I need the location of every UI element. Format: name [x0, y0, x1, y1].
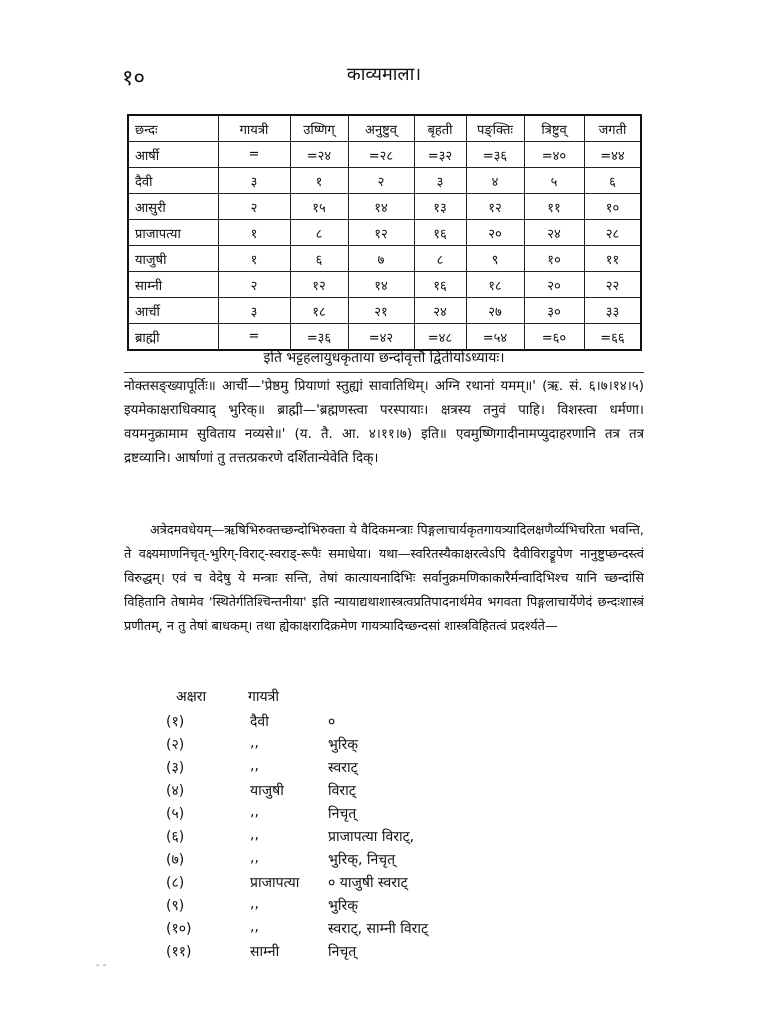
- table-cell: =: [218, 142, 290, 168]
- list-item-gayatri: ,,: [250, 804, 259, 820]
- chapter-colophon: इति भट्टहलायुधकृताया छन्दोवृत्तौ द्वितीयोऽध्यायः।: [263, 350, 505, 366]
- list-item-number: (९): [166, 898, 185, 914]
- table-cell: ९: [466, 246, 524, 272]
- table-cell: २४: [524, 220, 584, 246]
- list-item: [0, 758, 768, 781]
- table-cell: ३: [414, 168, 466, 194]
- table-cell: ७: [348, 246, 414, 272]
- table-cell: १: [218, 220, 290, 246]
- table-cell: २०: [524, 272, 584, 298]
- table-cell: २: [218, 194, 290, 220]
- table-cell: २२: [584, 272, 641, 298]
- table-row: [128, 142, 641, 168]
- list-item-number: (८): [166, 875, 185, 891]
- paragraph-examples: नोक्तसङ्ख्यापूर्तिः॥ आर्ची—'प्रेष्ठमु प्रियाणां स्तुह्यां सावातिथिम्। अग्नि रथानां यमम्॥' (ऋ. सं. ६।७।१४।५) इयमेकाक्षराधिक्याद् भुरिक्॥ ब्राह्मी—'ब्रह्मणस्त्वा परस्पायाः। क्षत्रस्य तनुवं पाहि। विशस्त्वा धर्मणा। वयमनुक्रामाम सुविताय नव्यसे॥' (य. तै. आ. ४।११।७) इति॥ एवमुष्णिगादीनामप्युदाहरणानि तत्र तत्र द्रष्टव्यानि। आर्षाणां तु तत्तत्प्रकरणे दर्शितान्येवेति दिक्।: [124, 379, 644, 466]
- table-cell: २४: [414, 298, 466, 324]
- list-item-number: (११): [166, 944, 192, 960]
- table-cell: १८: [466, 272, 524, 298]
- table-cell: २०: [466, 220, 524, 246]
- list-item: [0, 781, 768, 804]
- list-item-gayatri: याजुषी: [250, 783, 284, 799]
- list-item-number: (७): [166, 852, 185, 868]
- list-item-gayatri: ,,: [250, 827, 259, 843]
- table-row: [128, 324, 641, 351]
- list-item: [0, 804, 768, 827]
- list-item-number: (१): [166, 714, 185, 730]
- list-header-gayatri: गायत्री: [248, 689, 279, 705]
- paragraph-note: अत्रेदमवधेयम्—ऋषिभिरुक्तच्छन्दोभिरुक्ता ये वैदिकमन्त्राः पिङ्गलाचार्यकृतगायत्र्यादिलक्षणैर्व्यभिचरिता भवन्ति, ते वक्ष्यमाणनिचृत्-भुरिग्-विराट्-स्वराड्-रूपैः समाधेया। यथा—स्वरितस्यैकाक्षरत्वेऽपि दैवीविराड्रूपेण नानुष्टुप्छन्दस्त्वं विरुद्धम्। एवं च वेदेषु ये मन्त्राः सन्ति, तेषां कात्यायनादिभिः सर्वानुक्रमणिकाकारैर्मन्वादिभिश्च यानि च्छन्दांसि विहितानि तेषामेव 'स्थितेर्गतिश्चिन्तनीया' इति न्यायाद्यथाशास्त्रत्वप्रतिपादनार्थमेव भगवता पिङ्गलाचार्येणेदं छन्दःशास्त्रं प्रणीतम्, न तु तेषां बाधकम्। तथा ह्येकाक्षरादिक्रमेण गायत्र्यादिच्छन्दसां शास्त्रविहितत्वं प्रदर्श्यते—: [124, 523, 644, 634]
- list-item-gayatri: ,,: [250, 850, 259, 866]
- table-row: [128, 194, 641, 220]
- list-item: [0, 873, 768, 896]
- list-item-number: (२): [166, 737, 185, 753]
- list-item-gayatri: प्राजापत्या: [250, 875, 300, 891]
- table-cell: =२४: [290, 142, 348, 168]
- table-cell: ३: [218, 168, 290, 194]
- column-header: छन्दः: [128, 115, 218, 142]
- table-cell: ३०: [524, 298, 584, 324]
- list-item: [0, 712, 768, 735]
- table-cell: ६: [584, 168, 641, 194]
- table-cell: ३: [218, 298, 290, 324]
- column-header: जगती: [584, 115, 641, 142]
- table-cell: १२: [290, 272, 348, 298]
- list-item-number: (६): [166, 829, 185, 845]
- row-label: ब्राह्मी: [128, 324, 218, 351]
- table-cell: ८: [414, 246, 466, 272]
- table-cell: =३२: [414, 142, 466, 168]
- table-cell: =३६: [290, 324, 348, 351]
- list-item-variant: निचृत्: [328, 806, 357, 822]
- table-cell: १: [290, 168, 348, 194]
- list-item-variant: प्राजापत्या विराट्,: [328, 829, 415, 845]
- list-header-akshara: अक्षरा: [176, 689, 207, 705]
- list-item-variant: भुरिक्: [328, 898, 358, 914]
- list-item-number: (४): [166, 783, 185, 799]
- list-item-gayatri: साम्नी: [250, 944, 280, 960]
- table-cell: =४०: [524, 142, 584, 168]
- table-cell: =६०: [524, 324, 584, 351]
- table-cell: ११: [524, 194, 584, 220]
- list-item-variant: निचृत्: [328, 944, 357, 960]
- table-cell: २: [218, 272, 290, 298]
- margin-specks: - -: [96, 960, 107, 971]
- table-row: [128, 246, 641, 272]
- table-cell: ४: [466, 168, 524, 194]
- table-cell: २८: [584, 220, 641, 246]
- table-cell: =: [218, 324, 290, 351]
- table-cell: १५: [290, 194, 348, 220]
- table-cell: १०: [524, 246, 584, 272]
- table-cell: २७: [466, 298, 524, 324]
- syllable-list: [0, 712, 768, 965]
- list-item-gayatri: ,,: [250, 896, 259, 912]
- table-cell: १६: [414, 220, 466, 246]
- list-item-variant: ० याजुषी स्वराट्: [328, 875, 408, 891]
- table-cell: ११: [584, 246, 641, 272]
- table-row: [128, 298, 641, 324]
- table-cell: १३: [414, 194, 466, 220]
- list-item-variant: स्वराट्: [328, 760, 358, 776]
- table-row: [128, 220, 641, 246]
- table-cell: १४: [348, 272, 414, 298]
- table-cell: ३३: [584, 298, 641, 324]
- list-item-number: (१०): [166, 921, 192, 937]
- row-label: आर्ची: [128, 298, 218, 324]
- page-number: १०: [122, 66, 145, 91]
- list-item-variant: भुरिक्, निचृत्: [328, 852, 396, 868]
- table-cell: ८: [290, 220, 348, 246]
- table-cell: =४४: [584, 142, 641, 168]
- table-cell: १६: [414, 272, 466, 298]
- list-item: [0, 942, 768, 965]
- table-row: [128, 168, 641, 194]
- column-header: उष्णिग्: [290, 115, 348, 142]
- table-cell: १२: [466, 194, 524, 220]
- running-title: काव्यमाला।: [346, 64, 422, 85]
- list-item: [0, 850, 768, 873]
- table-cell: १२: [348, 220, 414, 246]
- list-item: [0, 919, 768, 942]
- list-item-variant: ०: [328, 714, 336, 730]
- meter-table: [127, 114, 642, 351]
- table-cell: =४२: [348, 324, 414, 351]
- row-label: आसुरी: [128, 194, 218, 220]
- list-item-variant: स्वराट्, साम्नी विराट्: [328, 921, 429, 937]
- section-divider: [124, 372, 644, 373]
- list-item: [0, 827, 768, 850]
- column-header: त्रिष्टुव्: [524, 115, 584, 142]
- list-item-number: (३): [166, 760, 185, 776]
- table-header-row: [128, 115, 641, 142]
- row-label: दैवी: [128, 168, 218, 194]
- table-cell: १: [218, 246, 290, 272]
- list-item-variant: विराट्: [328, 783, 356, 799]
- list-item: [0, 896, 768, 919]
- table-cell: २: [348, 168, 414, 194]
- table-cell: १८: [290, 298, 348, 324]
- table-cell: =२८: [348, 142, 414, 168]
- table-cell: ५: [524, 168, 584, 194]
- table-cell: १०: [584, 194, 641, 220]
- table-cell: १४: [348, 194, 414, 220]
- row-label: याजुषी: [128, 246, 218, 272]
- list-item: [0, 735, 768, 758]
- table-cell: =४८: [414, 324, 466, 351]
- column-header: बृहती: [414, 115, 466, 142]
- list-item-number: (५): [166, 806, 185, 822]
- list-item-variant: भुरिक्: [328, 737, 358, 753]
- table-cell: २१: [348, 298, 414, 324]
- table-row: [128, 272, 641, 298]
- row-label: आर्षी: [128, 142, 218, 168]
- list-item-gayatri: ,,: [250, 735, 259, 751]
- column-header: पङ्क्तिः: [466, 115, 524, 142]
- table-cell: =५४: [466, 324, 524, 351]
- list-item-gayatri: ,,: [250, 919, 259, 935]
- table-cell: =३६: [466, 142, 524, 168]
- row-label: साम्नी: [128, 272, 218, 298]
- column-header: अनुष्टुव्: [348, 115, 414, 142]
- column-header: गायत्री: [218, 115, 290, 142]
- table-cell: ६: [290, 246, 348, 272]
- list-item-gayatri: ,,: [250, 758, 259, 774]
- table-cell: =६६: [584, 324, 641, 351]
- list-item-gayatri: दैवी: [250, 714, 269, 730]
- row-label: प्राजापत्या: [128, 220, 218, 246]
